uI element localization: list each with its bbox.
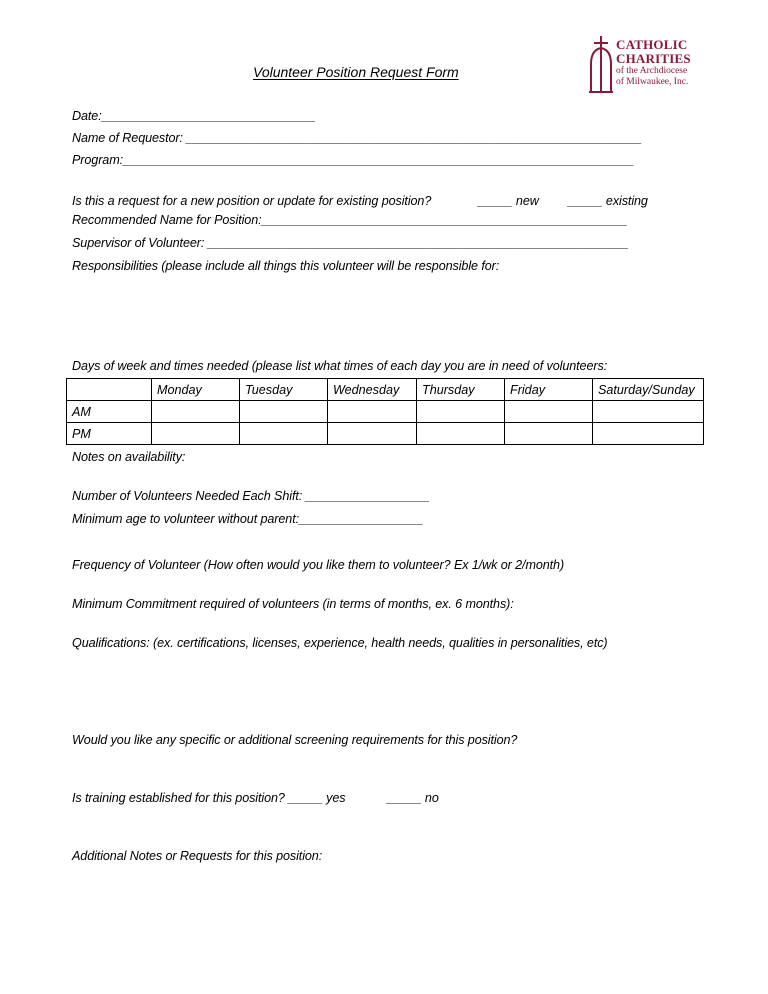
logo-line-4: of Milwaukee, Inc. <box>616 77 689 87</box>
row-label: PM <box>67 423 152 445</box>
logo-line-3: of the Archdiocese <box>616 66 688 76</box>
logo-line-1: CATHOLIC <box>616 37 688 52</box>
min-commitment-label: Minimum Commitment required of volunteers (in terms of months, ex. 6 months): <box>72 597 514 611</box>
form-title: Volunteer Position Request Form <box>253 64 459 80</box>
catholic-charities-logo <box>586 34 706 96</box>
existing-option[interactable]: _____ existing <box>568 194 648 208</box>
training-yes-option[interactable]: Is training established for this position? _____ yes <box>72 791 346 805</box>
qualifications-label: Qualifications: (ex. certifications, licenses, experience, health needs, qualities in personalities, etc) <box>72 636 608 650</box>
requestor-field[interactable]: Name of Requestor: __________________________________________________________________ <box>72 131 642 145</box>
table-row <box>67 401 704 423</box>
additional-notes-label: Additional Notes or Requests for this position: <box>72 849 323 863</box>
table-cell[interactable] <box>328 423 417 445</box>
header-cell <box>67 379 152 401</box>
table-cell[interactable] <box>152 423 240 445</box>
num-volunteers-field[interactable]: Number of Volunteers Needed Each Shift: __________________ <box>72 489 430 503</box>
training-no-option[interactable]: _____ no <box>387 791 439 805</box>
header-cell: Tuesday <box>240 379 328 401</box>
recommended-name-field[interactable]: Recommended Name for Position:_____________________________________________________ <box>72 213 628 227</box>
logo-line-2: CHARITIES <box>616 51 691 66</box>
cross-icon <box>586 34 616 96</box>
notes-availability-label: Notes on availability: <box>72 450 186 464</box>
table-cell[interactable] <box>328 401 417 423</box>
table-cell[interactable] <box>593 423 704 445</box>
header-cell: Thursday <box>417 379 505 401</box>
table-cell[interactable] <box>152 401 240 423</box>
row-label: AM <box>67 401 152 423</box>
min-age-field[interactable]: Minimum age to volunteer without parent:__________________ <box>72 512 424 526</box>
table-cell[interactable] <box>593 401 704 423</box>
table-cell[interactable] <box>240 423 328 445</box>
new-option[interactable]: _____ new <box>478 194 539 208</box>
schedule-table <box>66 378 704 445</box>
request-type-question: Is this a request for a new position or update for existing position? <box>72 194 432 208</box>
header-cell: Saturday/Sunday <box>593 379 704 401</box>
table-header-row <box>67 379 704 401</box>
table-cell[interactable] <box>417 423 505 445</box>
header-cell: Friday <box>505 379 593 401</box>
responsibilities-label: Responsibilities (please include all things this volunteer will be responsible for: <box>72 259 500 273</box>
date-field[interactable]: Date:_______________________________ <box>72 109 316 123</box>
program-field[interactable]: Program:__________________________________________________________________________ <box>72 153 634 167</box>
supervisor-field[interactable]: Supervisor of Volunteer: _____________________________________________________________ <box>72 236 629 250</box>
table-cell[interactable] <box>417 401 505 423</box>
header-cell: Monday <box>152 379 240 401</box>
table-cell[interactable] <box>240 401 328 423</box>
days-times-label: Days of week and times needed (please list what times of each day you are in need of volunteers: <box>72 359 608 373</box>
frequency-label: Frequency of Volunteer (How often would you like them to volunteer? Ex 1/wk or 2/month) <box>72 558 565 572</box>
table-cell[interactable] <box>505 401 593 423</box>
header-cell: Wednesday <box>328 379 417 401</box>
table-row <box>67 423 704 445</box>
screening-label: Would you like any specific or additional screening requirements for this position? <box>72 733 518 747</box>
table-cell[interactable] <box>505 423 593 445</box>
